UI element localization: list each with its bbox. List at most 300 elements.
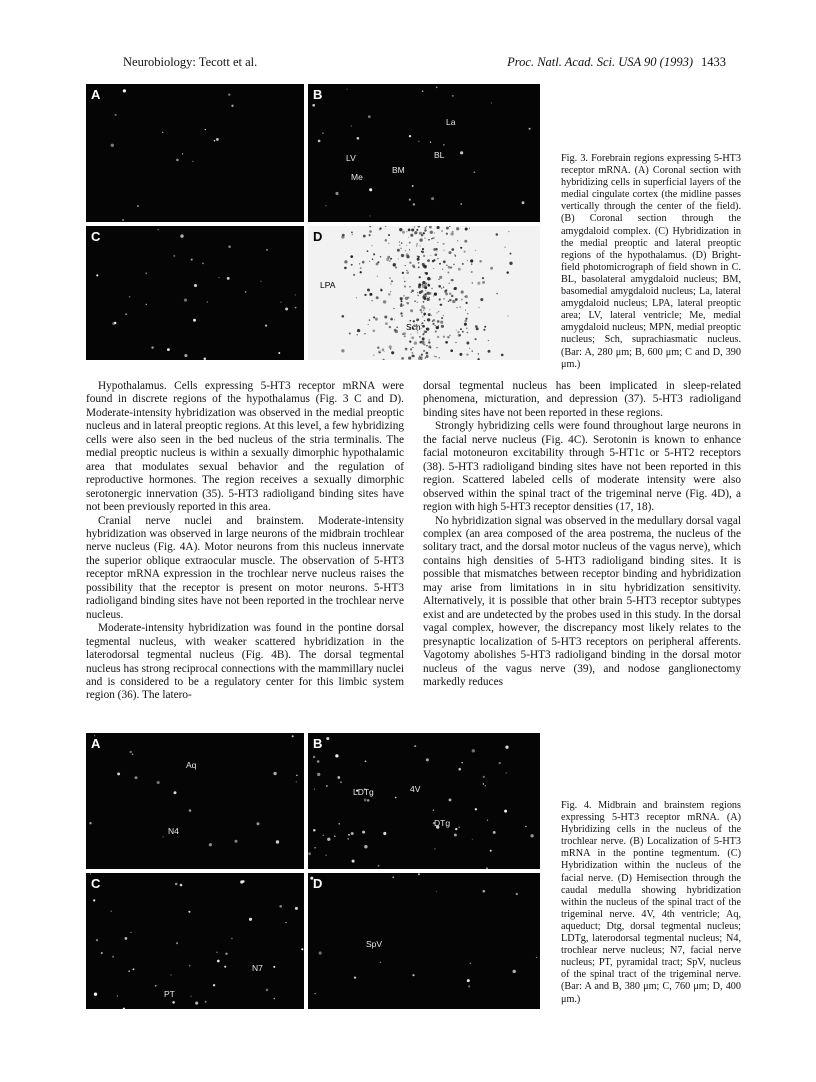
speckle — [462, 331, 464, 333]
speckle — [373, 253, 375, 255]
speckle — [411, 228, 414, 231]
speckle — [96, 939, 98, 941]
speckle — [460, 151, 463, 154]
speckle — [488, 340, 489, 341]
speckle — [235, 840, 238, 843]
speckle — [472, 749, 475, 752]
speckle — [400, 247, 402, 249]
fig3b-label-bl: BL — [434, 150, 445, 160]
speckle — [414, 300, 415, 301]
speckle — [334, 835, 336, 837]
speckle — [458, 268, 461, 271]
speckle — [422, 248, 424, 250]
speckle — [205, 1001, 207, 1003]
speckle — [382, 348, 385, 351]
speckle — [335, 192, 338, 195]
speckle — [388, 243, 389, 244]
speckle — [421, 311, 423, 313]
speckle — [441, 287, 442, 288]
speckle — [325, 854, 326, 855]
speckle — [260, 281, 261, 282]
speckle — [337, 776, 340, 779]
speckle — [433, 809, 435, 811]
speckle — [457, 331, 459, 333]
speckle — [405, 265, 406, 266]
speckle — [426, 758, 429, 761]
fig3-panel-d — [308, 226, 540, 360]
speckle — [462, 762, 463, 763]
speckle — [469, 348, 470, 349]
speckle — [405, 250, 406, 251]
speckle — [434, 232, 435, 233]
speckle — [351, 264, 353, 266]
fig3-panel-c-micrograph — [86, 226, 304, 360]
speckle — [395, 797, 397, 799]
speckle — [350, 255, 353, 258]
speckle — [439, 263, 441, 265]
speckle — [456, 307, 457, 308]
speckle — [446, 265, 447, 266]
speckle — [420, 290, 423, 293]
speckle — [455, 828, 457, 830]
speckle — [449, 335, 450, 336]
speckle — [487, 820, 488, 821]
speckle — [423, 298, 425, 300]
speckle — [460, 328, 462, 330]
speckle — [456, 329, 457, 330]
speckle — [464, 251, 466, 253]
speckle — [96, 274, 98, 276]
speckle — [176, 159, 179, 162]
speckle — [395, 330, 398, 333]
speckle — [371, 245, 372, 246]
speckle — [478, 353, 479, 354]
speckle — [344, 267, 347, 270]
speckle — [449, 299, 452, 302]
speckle — [423, 294, 425, 296]
speckle — [437, 258, 439, 260]
speckle — [400, 312, 402, 314]
speckle — [438, 285, 441, 288]
speckle — [522, 201, 525, 204]
speckle — [224, 966, 226, 968]
speckle — [437, 226, 440, 229]
speckle — [376, 296, 379, 299]
speckle — [369, 215, 370, 216]
speckle — [401, 315, 403, 317]
speckle — [466, 328, 467, 329]
fig3-panel-a-micrograph — [86, 84, 304, 222]
speckle — [280, 302, 281, 303]
speckle — [357, 137, 360, 140]
speckle — [424, 320, 425, 321]
fig4b-label-ldtg: LDTg — [353, 787, 374, 797]
speckle — [439, 298, 441, 300]
speckle — [440, 304, 442, 306]
speckle — [471, 350, 472, 351]
speckle — [410, 348, 412, 350]
speckle — [418, 266, 420, 268]
speckle — [146, 304, 147, 305]
speckle — [385, 322, 388, 325]
speckle — [383, 300, 386, 303]
speckle — [391, 280, 393, 282]
speckle — [93, 899, 95, 901]
speckle — [213, 984, 215, 986]
speckle — [482, 277, 484, 279]
speckle — [478, 307, 479, 308]
speckle — [380, 256, 382, 258]
speckle — [419, 336, 421, 338]
speckle — [101, 952, 103, 954]
speckle — [430, 347, 432, 349]
speckle — [352, 234, 354, 236]
paragraph-dorsal-vagal: No hybridization signal was observed in the medullary dorsal vagal complex (an area composed of the area postrema, the nucleus of the solitary tract, and the dorsal motor nucleus of the vagus nerve), which contains high densities of 5-HT3 radioligand binding sites. It is possible that mismatches between receptor binding and hybridization may arise from limitations in in situ hybridization sensitivity. Alternatively, it is possible that other brain 5-HT3 receptor subtypes exist and are undetected by the probes used in this study. In the dorsal vagal complex, however, the discrepancy most likely relates to the presynaptic localization of 5-HT3 receptors on peripheral afferents. Vagotomy abolishes 5-HT3 radioligand binding in the dorsal motor nucleus of the vagus nerve (39), and nodose ganglionectomy markedly reduces — [423, 514, 741, 688]
speckle — [313, 829, 316, 832]
speckle — [448, 266, 451, 269]
speckle — [394, 319, 395, 320]
speckle — [204, 357, 207, 360]
fig3b-label-bm: BM — [392, 165, 405, 175]
speckle — [412, 974, 414, 976]
speckle — [373, 316, 375, 318]
speckle — [405, 348, 406, 349]
speckle — [445, 341, 448, 344]
speckle — [450, 349, 453, 352]
speckle — [441, 317, 443, 319]
speckle — [363, 235, 366, 238]
fig4-panel-a-micrograph — [86, 733, 304, 869]
speckle — [421, 322, 423, 324]
speckle — [353, 274, 355, 276]
speckle — [117, 995, 119, 997]
speckle — [411, 289, 414, 292]
speckle — [404, 335, 406, 337]
fig3-panel-label-c: C — [91, 229, 101, 244]
speckle — [399, 228, 402, 231]
speckle — [449, 251, 452, 254]
speckle — [459, 353, 462, 356]
speckle — [388, 293, 391, 296]
fig4c-label-pt: PT — [164, 989, 175, 999]
speckle — [133, 968, 135, 970]
speckle — [292, 735, 294, 737]
speckle — [216, 952, 218, 954]
speckle — [390, 348, 391, 349]
speckle — [454, 287, 457, 290]
speckle — [406, 253, 409, 256]
speckle — [425, 357, 426, 358]
speckle — [312, 104, 315, 107]
speckle — [340, 781, 342, 783]
speckle — [421, 251, 424, 254]
fig4-panel-label-d: D — [313, 876, 323, 891]
speckle — [257, 822, 260, 825]
speckle — [449, 283, 450, 284]
speckle — [162, 132, 163, 133]
speckle — [422, 333, 424, 335]
speckle — [431, 197, 434, 200]
fig3-panel-b — [308, 84, 540, 222]
speckle — [373, 330, 376, 333]
speckle — [401, 300, 403, 302]
speckle — [416, 243, 417, 244]
speckle — [426, 282, 428, 284]
running-header-journal — [507, 55, 726, 70]
speckle — [395, 266, 397, 268]
speckle — [191, 259, 193, 261]
speckle — [391, 351, 394, 354]
speckle — [446, 233, 448, 235]
speckle — [342, 234, 345, 237]
speckle — [278, 352, 280, 354]
speckle — [460, 307, 461, 308]
speckle — [285, 922, 286, 923]
speckle — [457, 240, 458, 241]
speckle — [443, 298, 445, 300]
speckle — [472, 282, 473, 283]
speckle — [218, 277, 219, 278]
left-column — [86, 380, 404, 703]
speckle — [467, 979, 470, 982]
speckle — [410, 309, 413, 312]
speckle — [419, 238, 422, 241]
speckle — [417, 332, 418, 333]
speckle — [513, 970, 516, 973]
speckle — [424, 342, 425, 343]
speckle — [419, 341, 422, 344]
fig4-panel-d-micrograph — [308, 873, 540, 1009]
speckle — [425, 290, 426, 291]
speckle — [424, 229, 426, 231]
speckle — [377, 347, 379, 349]
speckle — [378, 865, 380, 867]
speckle — [433, 295, 434, 296]
speckle — [359, 263, 360, 264]
speckle — [467, 313, 468, 314]
speckle — [483, 776, 485, 778]
speckle — [273, 966, 275, 968]
speckle — [426, 345, 427, 346]
speckle — [362, 261, 365, 264]
speckle — [285, 308, 288, 311]
speckle — [170, 974, 171, 975]
speckle — [411, 336, 414, 339]
speckle — [351, 125, 352, 126]
speckle — [439, 276, 442, 279]
speckle — [471, 263, 472, 264]
speckle — [202, 262, 204, 264]
speckle — [409, 135, 411, 137]
fig3-panel-label-a: A — [91, 87, 101, 102]
speckle — [319, 952, 322, 955]
speckle — [135, 776, 138, 779]
speckle — [490, 850, 492, 852]
speckle — [479, 260, 482, 263]
fig3b-label-la: La — [446, 117, 456, 127]
speckle — [128, 970, 129, 971]
speckle — [228, 94, 230, 96]
speckle — [180, 234, 183, 237]
speckle — [499, 762, 501, 764]
speckle — [418, 262, 420, 264]
speckle — [356, 297, 357, 298]
speckle — [351, 832, 354, 835]
speckle — [466, 342, 469, 345]
speckle — [461, 299, 463, 301]
speckle — [409, 261, 411, 263]
speckle — [402, 333, 404, 335]
speckle — [403, 304, 404, 305]
speckle — [423, 343, 425, 345]
speckle — [318, 140, 321, 143]
fig4b-label-4v: 4V — [410, 784, 421, 794]
fig4-panel-c — [86, 873, 304, 1009]
speckle — [490, 267, 493, 270]
fig4d-label-spv: SpV — [366, 939, 383, 949]
speckle — [308, 852, 311, 855]
speckle — [194, 284, 197, 287]
speckle — [432, 323, 434, 325]
speckle — [111, 144, 114, 147]
speckle — [364, 333, 365, 334]
speckle — [184, 354, 187, 357]
speckle — [393, 263, 396, 266]
fig4-panel-label-b: B — [313, 736, 323, 751]
speckle — [460, 203, 462, 205]
speckle — [403, 332, 406, 335]
speckle — [390, 318, 393, 321]
speckle — [369, 293, 372, 296]
speckle — [480, 298, 483, 301]
speckle — [465, 295, 468, 298]
speckle — [436, 312, 437, 313]
speckle — [390, 291, 391, 292]
speckle — [295, 294, 296, 295]
page-number: 1433 — [701, 55, 726, 69]
fig4-panel-c-micrograph — [86, 873, 304, 1009]
speckle — [434, 253, 437, 256]
speckle — [423, 301, 425, 303]
speckle — [449, 798, 452, 801]
speckle — [404, 285, 406, 287]
speckle — [426, 226, 427, 227]
speckle — [408, 237, 409, 238]
speckle — [175, 883, 177, 885]
speckle — [249, 918, 252, 921]
speckle — [365, 760, 367, 762]
fig4-panel-label-a: A — [91, 736, 101, 751]
speckle — [231, 105, 233, 107]
speckle — [427, 277, 430, 280]
speckle — [383, 832, 386, 835]
speckle — [406, 271, 409, 274]
speckle — [369, 188, 372, 191]
speckle — [437, 242, 438, 243]
speckle — [423, 255, 425, 257]
speckle — [389, 260, 390, 261]
speckle — [383, 351, 384, 352]
speckle — [327, 838, 330, 841]
speckle — [475, 250, 476, 251]
speckle — [434, 848, 435, 849]
speckle — [416, 245, 418, 247]
speckle — [421, 354, 423, 356]
speckle — [344, 260, 347, 263]
speckle — [452, 300, 455, 303]
speckle — [379, 228, 381, 230]
speckle — [505, 746, 508, 749]
speckle — [431, 238, 432, 239]
speckle — [469, 228, 470, 229]
speckle — [408, 229, 411, 232]
speckle — [410, 334, 411, 335]
speckle — [419, 356, 421, 358]
speckle — [114, 322, 116, 324]
speckle — [409, 286, 411, 288]
speckle — [367, 250, 369, 252]
speckle — [425, 238, 426, 239]
speckle — [464, 240, 467, 243]
speckle — [351, 231, 353, 233]
speckle — [443, 144, 444, 145]
speckle — [313, 756, 315, 758]
speckle — [401, 254, 404, 257]
speckle — [216, 138, 219, 141]
speckle — [412, 185, 414, 187]
speckle — [425, 331, 427, 333]
speckle — [377, 261, 379, 263]
speckle — [516, 893, 518, 895]
speckle — [438, 311, 439, 312]
speckle — [380, 289, 382, 291]
speckle — [450, 232, 453, 235]
speckle — [362, 831, 365, 834]
speckle — [401, 303, 403, 305]
speckle — [364, 294, 366, 296]
speckle — [399, 241, 400, 242]
speckle — [433, 268, 434, 269]
fig3d-label-sch: Sch — [406, 322, 421, 332]
speckle — [423, 310, 424, 311]
speckle — [529, 128, 531, 130]
speckle — [205, 129, 206, 130]
paragraph-hypothalamus: Hypothalamus. Cells expressing 5-HT3 receptor mRNA were found in discrete regions of the hypothalamus (Fig. 3 C and D). Moderate-intensity hybridization was observed in the medial preoptic nucleus and in lateral preoptic regions. At this level, a few hybridizing cells were also seen in the bed nucleus of the stria terminalis. The medial preoptic nucleus is within a sexually dimorphic hypothalamic area that modulates sexual behavior and the regulation of reproductive hormones. The region receives a sexually dimorphic serotonergic innervation (35). 5-HT3 radioligand binding sites have not been previously reported in this area. — [86, 380, 404, 514]
speckle — [368, 324, 369, 325]
speckle — [369, 261, 370, 262]
fig4-panel-label-c: C — [91, 876, 101, 891]
speckle — [417, 292, 418, 293]
speckle — [431, 288, 433, 290]
speckle — [295, 307, 297, 309]
speckle — [409, 341, 411, 343]
speckle — [347, 838, 348, 839]
speckle — [462, 263, 464, 265]
paragraph-laterodorsal-cont: dorsal tegmental nucleus has been implicated in sleep-related phenomena, micturation, and depression (37). 5-HT3 radioligand binding sites have not been reported in these regions. — [423, 380, 741, 419]
speckle — [418, 256, 420, 258]
speckle — [452, 95, 454, 97]
speckle — [389, 326, 391, 328]
speckle — [447, 272, 449, 274]
fig4a-label-aq: Aq — [186, 760, 197, 770]
speckle — [465, 228, 468, 231]
speckle — [434, 356, 435, 357]
speckle — [431, 315, 432, 316]
speckle — [296, 781, 297, 782]
speckle — [357, 329, 360, 332]
speckle — [409, 249, 410, 250]
speckle — [408, 357, 411, 360]
